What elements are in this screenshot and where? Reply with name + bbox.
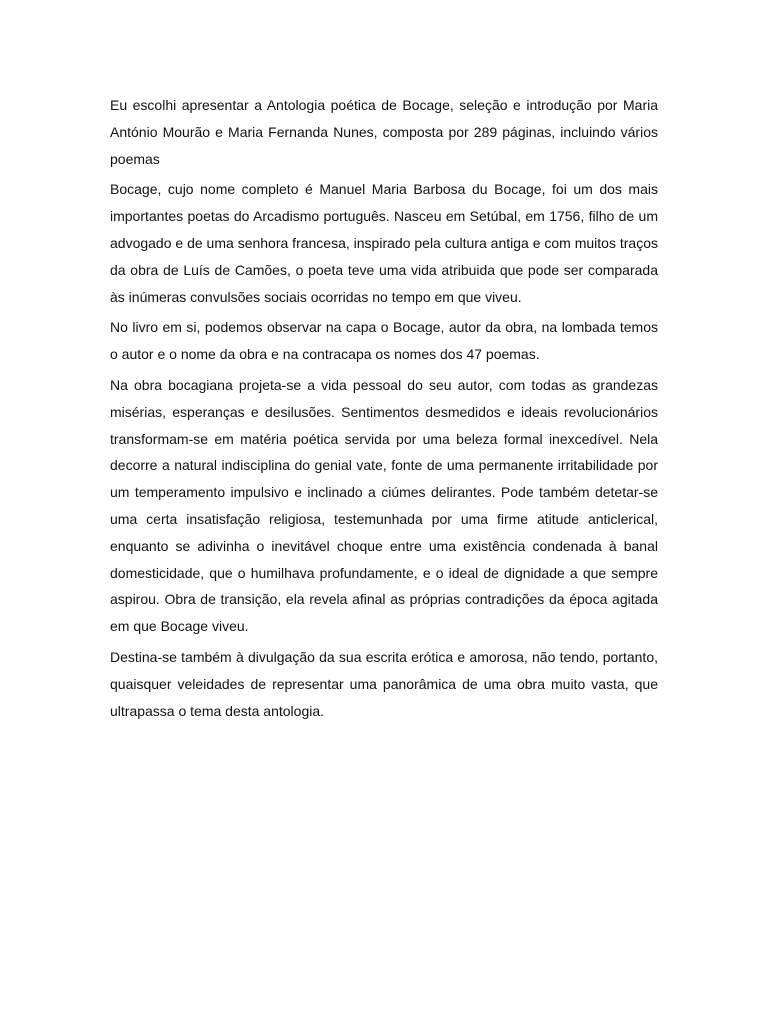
document-body: [110, 92, 658, 728]
paragraph-introduction: Eu escolhi apresentar a Antologia poética de Bocage, seleção e introdução por Maria António Mourão e Maria Fernanda Nunes, composta por 289 páginas, incluindo vários poemas: [110, 97, 658, 167]
paragraph-biography: Bocage, cujo nome completo é Manuel Maria Barbosa du Bocage, foi um dos mais importantes poetas do Arcadismo português. Nasceu em Setúbal, em 1756, filho de um advogado e de uma senhora francesa, inspirado pela cultura antiga e com muitos traços da obra de Luís de Camões, o poeta teve uma vida atribuida que pode ser comparada às inúmeras convulsões sociais ocorridas no tempo em que viveu.: [110, 181, 658, 305]
paragraph-book-description: No livro em si, podemos observar na capa o Bocage, autor da obra, na lombada temos o autor e o nome da obra e na contracapa os nomes dos 47 poemas.: [110, 319, 658, 363]
paragraph-conclusion: Destina-se também à divulgação da sua escrita erótica e amorosa, não tendo, portanto, quaisquer veleidades de representar uma panorâmica de uma obra muito vasta, que ultrapassa o tema desta antologia.: [110, 648, 658, 719]
paragraph-work-analysis: Na obra bocagiana projeta-se a vida pessoal do seu autor, com todas as grandezas misérias, esperanças e desilusões. Sentimentos desmedidos e ideais revolucionários transformam-se em matéria poética servida por uma beleza formal inexcedível. Nela decorre a natural indisciplina do genial vate, fonte de uma permanente irritabilidade por um temperamento impulsivo e inclinado a ciúmes delirantes. Pode também detetar-se uma certa insatisfação religiosa, testemunhada por uma firme atitude anticlerical, enquanto se adivinha o inevitável choque entre uma existência condenada à banal domesticidade, que o humilhava profundamente, e o ideal de dignidade a que sempre aspirou. Obra de transição, ela revela afinal as próprias contradições da época agitada em que Bocage viveu.: [110, 376, 658, 635]
